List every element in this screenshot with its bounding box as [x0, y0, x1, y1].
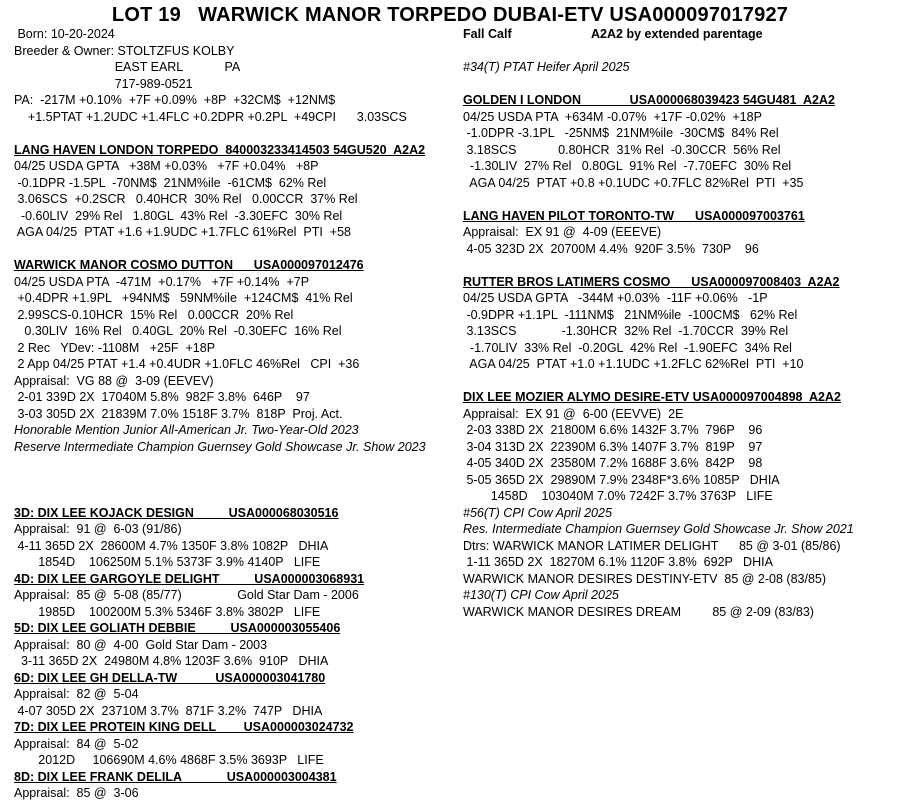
- text-line: 717-989-0521: [14, 76, 193, 91]
- text-line: Appraisal: 85 @ 5-08 (85/77) Gold Star Dam - 2006: [14, 588, 359, 602]
- text-line: Appraisal: VG 88 @ 3-09 (EEVEV): [14, 373, 214, 388]
- text-line: 2 App 04/25 PTAT +1.4 +0.4UDR +1.0FLC 46%Rel CPI +36: [14, 357, 360, 371]
- ancestor-heading: 4D: DIX LEE GARGOYLE DELIGHT USA000003068931: [14, 571, 365, 586]
- spacer: [14, 455, 454, 505]
- text-line: PA: -217M +0.10% +7F +0.09% +8P +32CM$ +12NM$: [14, 93, 336, 107]
- ancestor-heading: 5D: DIX LEE GOLIATH DEBBIE USA000003055406: [14, 621, 341, 635]
- text-line: 3.06SCS +0.2SCR 0.40HCR 30% Rel 0.00CCR 37% Rel: [14, 192, 358, 206]
- text-line: 2-01 339D 2X 17040M 5.8% 982F 3.8% 646P 97: [14, 390, 310, 404]
- text-line: Breeder & Owner: STOLTZFUS KOLBY: [14, 43, 235, 58]
- text-line: 1458D 103040M 7.0% 7242F 3.7% 3763P LIFE: [463, 489, 773, 503]
- text-line: Appraisal: 85 @ 3-06: [14, 786, 139, 800]
- ancestor-heading: 8D: DIX LEE FRANK DELILA USA000003004381: [14, 769, 337, 784]
- text-line: 04/25 USDA PTA -471M +0.17% +7F +0.14% +7P: [14, 274, 310, 289]
- text-line: WARWICK MANOR DESIRES DREAM 85 @ 2-09 (83/83): [463, 604, 814, 619]
- text-line: Appraisal: 91 @ 6-03 (91/86): [14, 522, 182, 536]
- text-line: 3-03 305D 2X 21839M 7.0% 1518F 3.7% 818P Proj. Act.: [14, 406, 343, 421]
- text-line: Born: 10-20-2024: [14, 27, 115, 41]
- spacer: [463, 191, 893, 208]
- text-line: 4-07 305D 2X 23710M 3.7% 871F 3.2% 747P DHIA: [14, 703, 323, 718]
- text-line: Appraisal: 84 @ 5-02: [14, 736, 139, 751]
- text-line: 1854D 106250M 5.1% 5373F 3.9% 4140P LIFE: [14, 555, 321, 569]
- text-line: 1985D 100200M 5.3% 5346F 3.8% 3802P LIFE: [14, 604, 321, 619]
- ancestor-heading: WARWICK MANOR COSMO DUTTON USA000097012476: [14, 258, 364, 272]
- text-line: -1.30LIV 27% Rel 0.80GL 91% Rel -7.70EFC 30% Rel: [463, 159, 792, 173]
- text-line: AGA 04/25 PTAT +1.6 +1.9UDC +1.7FLC 61%Rel PTI +58: [14, 225, 351, 239]
- text-line: 3.18SCS 0.80HCR 31% Rel -0.30CCR 56% Rel: [463, 142, 781, 157]
- award-line: #34(T) PTAT Heifer April 2025: [463, 60, 630, 74]
- text-line: 04/25 USDA PTA +634M -0.07% +17F -0.02% +18P: [463, 109, 762, 124]
- text-line: 2.99SCS-0.10HCR 15% Rel 0.00CCR 20% Rel: [14, 307, 294, 322]
- text-line: -0.1DPR -1.5PL -70NM$ 21NM%ile -61CM$ 62% Rel: [14, 175, 327, 190]
- award-line: #56(T) CPI Cow April 2025: [463, 505, 612, 520]
- text-line: -1.70LIV 33% Rel -0.20GL 42% Rel -1.90EFC 34% Rel: [463, 340, 792, 355]
- ancestor-heading: 3D: DIX LEE KOJACK DESIGN USA000068030516: [14, 505, 339, 520]
- sire-side-pedigree-column: [463, 26, 893, 620]
- ancestor-heading: 6D: DIX LEE GH DELLA-TW USA000003041780: [14, 670, 326, 685]
- text-line: 2 Rec YDev: -1108M +25F +18P: [14, 340, 216, 355]
- spacer: [463, 43, 893, 60]
- award-line: Honorable Mention Junior All-American Jr. Two-Year-Old 2023: [14, 423, 359, 437]
- text-line: +0.4DPR +1.9PL +94NM$ 59NM%ile +124CM$ 41% Rel: [14, 291, 353, 305]
- text-line: -0.60LIV 29% Rel 1.80GL 43% Rel -3.30EFC 30% Rel: [14, 208, 343, 223]
- text-line: 2012D 106690M 4.6% 4868F 3.5% 3693P LIFE: [14, 753, 324, 767]
- spacer: [463, 76, 893, 93]
- lot-title: LOT 19 WARWICK MANOR TORPEDO DUBAI-ETV USA000097017927: [111, 4, 789, 26]
- text-line: Appraisal: 80 @ 4-00 Gold Star Dam - 2003: [14, 637, 268, 652]
- text-line: 2-03 338D 2X 21800M 6.6% 1432F 3.7% 796P 96: [463, 423, 763, 437]
- text-line: Dtrs: WARWICK MANOR LATIMER DELIGHT 85 @ 3-01 (85/86): [463, 538, 841, 553]
- text-line: 04/25 USDA GPTA -344M +0.03% -11F +0.06% -1P: [463, 291, 768, 305]
- spacer: [463, 257, 893, 274]
- ancestor-heading: GOLDEN I LONDON USA000068039423 54GU481 A2A2: [463, 93, 835, 107]
- text-line: 0.30LIV 16% Rel 0.40GL 20% Rel -0.30EFC 16% Rel: [14, 324, 342, 338]
- text-line: -0.9DPR +1.1PL -111NM$ 21NM%ile -100CM$ 62% Rel: [463, 307, 798, 322]
- text-line: 04/25 USDA GPTA +38M +0.03% +7F +0.04% +8P: [14, 159, 319, 173]
- text-line: 4-11 365D 2X 28600M 4.7% 1350F 3.8% 1082P DHIA: [14, 538, 329, 553]
- text-line: -1.0DPR -3.1PL -25NM$ 21NM%ile -30CM$ 84% Rel: [463, 126, 779, 140]
- text-line: +1.5PTAT +1.2UDC +1.4FLC +0.2DPR +0.2PL +49CPI 3.03SCS: [14, 109, 407, 124]
- award-line: Reserve Intermediate Champion Guernsey Gold Showcase Jr. Show 2023: [14, 439, 426, 454]
- ancestor-heading: LANG HAVEN PILOT TORONTO-TW USA000097003761: [463, 208, 805, 223]
- text-line: 3-11 365D 2X 24980M 4.8% 1203F 3.6% 910P DHIA: [14, 654, 329, 668]
- spacer: [14, 241, 454, 258]
- ancestor-heading: 7D: DIX LEE PROTEIN KING DELL USA000003024732: [14, 720, 354, 734]
- spacer: [14, 125, 454, 142]
- text-line: 1-11 365D 2X 18270M 6.1% 1120F 3.8% 692P DHIA: [463, 555, 773, 569]
- award-line: Res. Intermediate Champion Guernsey Gold Showcase Jr. Show 2021: [463, 522, 854, 536]
- award-line: #130(T) CPI Cow April 2025: [463, 588, 619, 602]
- text-line: 4-05 340D 2X 23580M 7.2% 1688F 3.6% 842P 98: [463, 456, 763, 470]
- dam-side-pedigree-column: [14, 26, 454, 802]
- text-line: 3-04 313D 2X 22390M 6.3% 1407F 3.7% 819P 97: [463, 439, 763, 454]
- text-line: Appraisal: EX 91 @ 6-00 (EEVVE) 2E: [463, 406, 684, 421]
- text-line: 5-05 365D 2X 29890M 7.9% 2348F*3.6% 1085P DHIA: [463, 472, 780, 487]
- text-line: Appraisal: 82 @ 5-04: [14, 687, 139, 701]
- text-line: WARWICK MANOR DESIRES DESTINY-ETV 85 @ 2-08 (83/85): [463, 571, 827, 586]
- text-line: Appraisal: EX 91 @ 4-09 (EEEVE): [463, 225, 662, 239]
- ancestor-heading: LANG HAVEN LONDON TORPEDO 840003233414503 54GU520 A2A2: [14, 142, 426, 157]
- text-line: 4-05 323D 2X 20700M 4.4% 920F 3.5% 730P 96: [463, 241, 759, 256]
- text-line: AGA 04/25 PTAT +0.8 +0.1UDC +0.7FLC 82%Rel PTI +35: [463, 175, 804, 190]
- spacer: [463, 373, 893, 390]
- text-line: 3.13SCS -1.30HCR 32% Rel -1.70CCR 39% Rel: [463, 324, 789, 338]
- info-line: Fall Calf A2A2 by extended parentage: [463, 27, 763, 41]
- text-line: AGA 04/25 PTAT +1.0 +1.1UDC +1.2FLC 62%Rel PTI +10: [463, 357, 804, 371]
- text-line: EAST EARL PA: [14, 60, 241, 74]
- ancestor-heading: DIX LEE MOZIER ALYMO DESIRE-ETV USA000097004898 A2A2: [463, 390, 841, 404]
- ancestor-heading: RUTTER BROS LATIMERS COSMO USA000097008403 A2A2: [463, 274, 840, 289]
